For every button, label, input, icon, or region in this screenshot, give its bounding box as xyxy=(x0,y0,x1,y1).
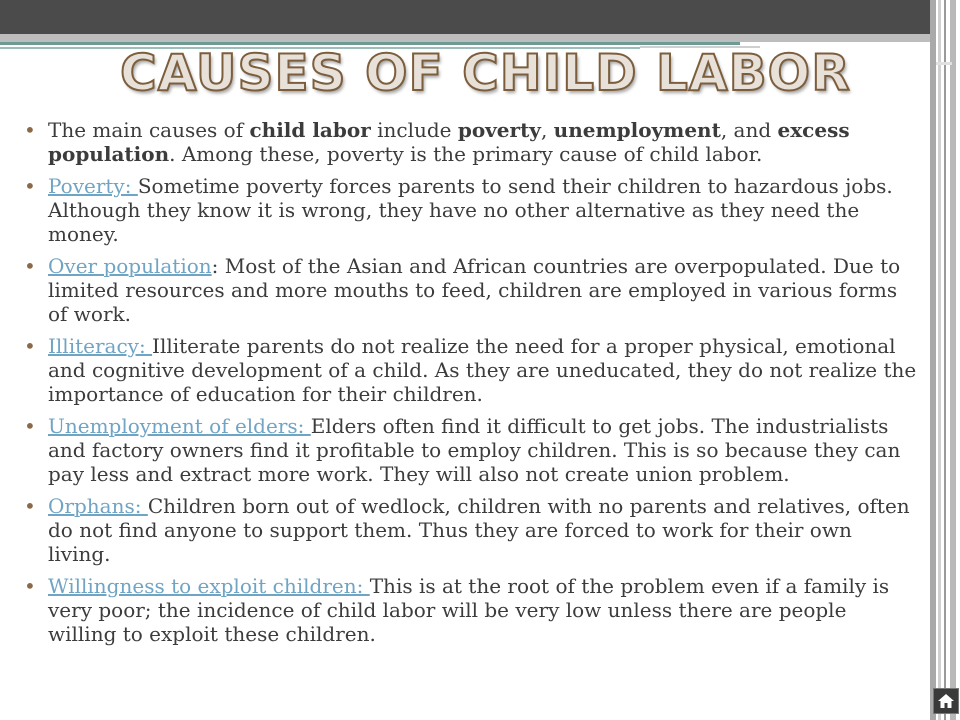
list-item-poverty xyxy=(20,174,920,246)
right-vertical-line xyxy=(944,0,946,720)
right-vertical-line xyxy=(938,0,941,720)
top-dark-bar xyxy=(0,0,930,34)
list-item-unemployment xyxy=(20,414,920,486)
right-decor-hook xyxy=(936,62,952,65)
intro-text: The main causes of xyxy=(48,118,250,142)
intro-bold-child-labor: child labor xyxy=(249,118,371,142)
orphans-text: Children born out of wedlock, children with no parents and relatives, often do not find anyone to support them. Thus they are forced to work for their own living. xyxy=(48,494,910,566)
intro-text: , xyxy=(540,118,554,142)
intro-text: , and xyxy=(720,118,778,142)
willingness-to-exploit-link[interactable]: Willingness to exploit children: xyxy=(48,574,370,598)
list-item-orphans xyxy=(20,494,920,566)
unemployment-of-elders-link[interactable]: Unemployment of elders: xyxy=(48,414,311,438)
unemployment-of-elders-text: Elders often find it difficult to get jobs. The industrialists and factory owners find it profitable to employ children. This is so because they can pay less and extract more work. They will also not create union problem. xyxy=(48,414,901,486)
orphans-link[interactable]: Orphans: xyxy=(48,494,148,518)
bullet-marker: • xyxy=(24,334,36,358)
intro-bold-poverty: poverty xyxy=(457,118,541,142)
top-grey-bar xyxy=(0,34,930,42)
bullet-marker: • xyxy=(24,174,36,198)
list-item-intro xyxy=(20,118,920,166)
home-icon xyxy=(937,692,955,710)
bullet-marker: • xyxy=(24,254,36,278)
list-item-over-population xyxy=(20,254,920,326)
over-population-link[interactable]: Over population xyxy=(48,254,212,278)
willingness-to-exploit-text: This is at the root of the problem even if a family is very poor; the incidence of child labor will be very low unless there are people willing to exploit these children. xyxy=(48,574,890,646)
intro-text: include xyxy=(370,118,458,142)
slide-body xyxy=(20,118,920,654)
bullet-marker: • xyxy=(24,414,36,438)
poverty-text: Sometime poverty forces parents to send their children to hazardous jobs. Although they know it is wrong, they have no other alternative as they need the money. xyxy=(48,174,893,246)
over-population-text: : Most of the Asian and African countries are overpopulated. Due to limited resources and more mouths to feed, children are employed in various forms of work. xyxy=(48,254,901,326)
home-nav-button[interactable] xyxy=(933,688,959,714)
bullet-marker: • xyxy=(24,118,36,142)
illiteracy-link[interactable]: Illiteracy: xyxy=(48,334,153,358)
poverty-link[interactable]: Poverty: xyxy=(48,174,138,198)
right-vertical-bar xyxy=(930,0,936,720)
bullet-marker: • xyxy=(24,494,36,518)
illiteracy-text: Illiterate parents do not realize the need for a proper physical, emotional and cognitive development of a child. As they are uneducated, they do not realize the importance of education for their children. xyxy=(48,334,917,406)
slide-title: CAUSES OF CHILD LABOR xyxy=(120,44,851,102)
intro-bold-unemployment: unemployment xyxy=(553,118,721,142)
list-item-illiteracy xyxy=(20,334,920,406)
list-item-willingness xyxy=(20,574,920,646)
right-vertical-bar xyxy=(950,0,956,720)
bullet-marker: • xyxy=(24,574,36,598)
bullet-list xyxy=(20,118,920,646)
intro-text: . Among these, poverty is the primary cause of child labor. xyxy=(169,142,763,166)
intro-bold-excess-population: excess population xyxy=(48,118,850,166)
